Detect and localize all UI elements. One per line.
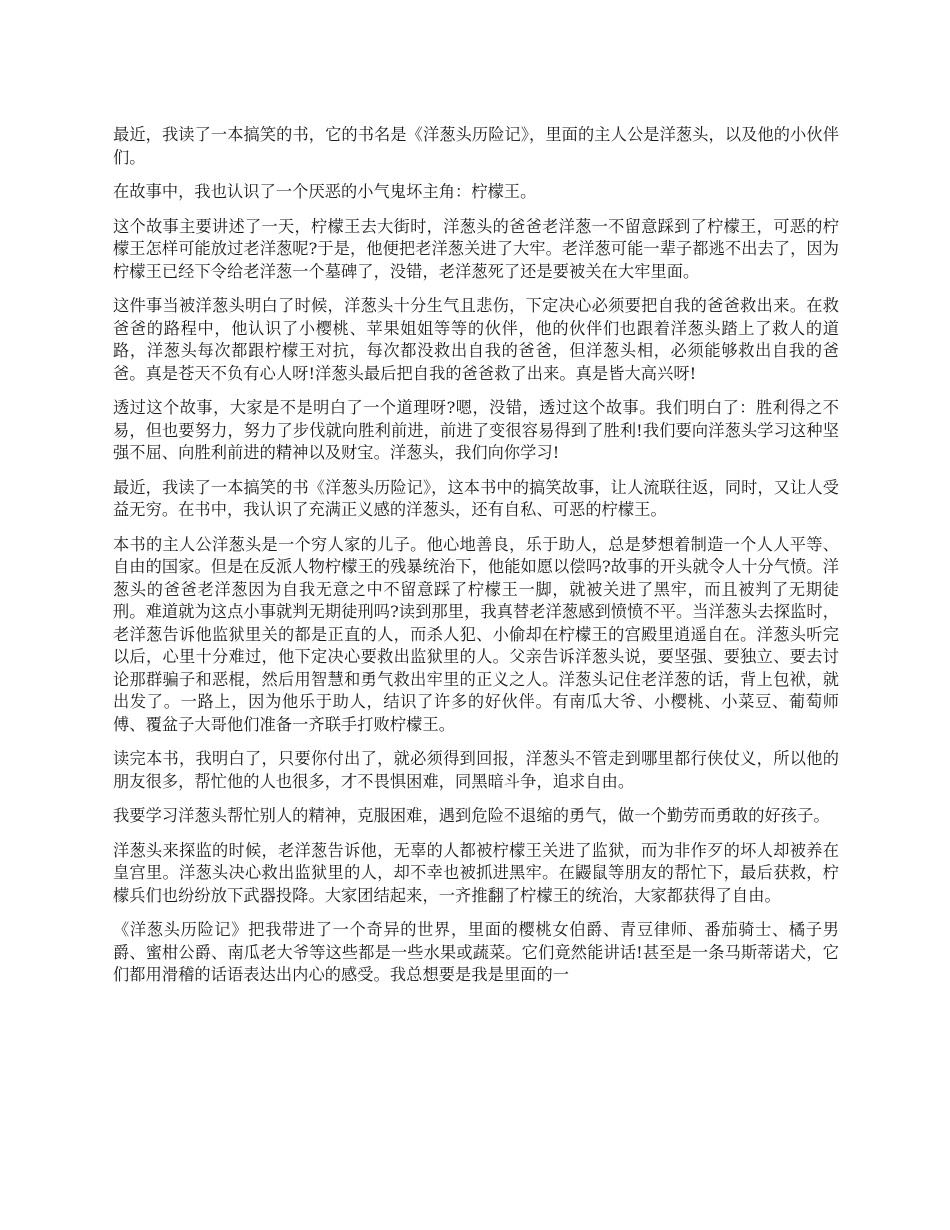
paragraph-2: 在故事中，我也认识了一个厌恶的小气鬼坏主角：柠檬王。 — [113, 182, 537, 201]
document-page — [113, 124, 839, 999]
paragraph-5: 透过这个故事，大家是不是明白了一个道理呀?嗯，没错，透过这个故事。我们明白了：胜利得之不易，但也要努力，努力了步伐就向胜利前进，前进了变很容易得到了胜利!我们要向洋葱头学习这种坚强不屈、向胜利前进的精神以及财宝。洋葱头，我们向你学习! — [113, 398, 839, 462]
paragraph-8: 读完本书，我明白了，只要你付出了，就必须得到回报，洋葱头不管走到哪里都行侠仗义，所以他的朋友很多，帮忙他的人也很多，才不畏惧困难，同黑暗斗争，追求自由。 — [113, 749, 839, 791]
paragraph-1: 最近，我读了一本搞笑的书，它的书名是《洋葱头历险记》，里面的主人公是洋葱头，以及他的小伙伴们。 — [113, 125, 839, 167]
paragraph-3: 这个故事主要讲述了一天，柠檬王去大街时，洋葱头的爸爸老洋葱一不留意踩到了柠檬王，可恶的柠檬王怎样可能放过老洋葱呢?于是，他便把老洋葱关进了大牢。老洋葱可能一辈子都逃不出去了，因为柠檬王已经下令给老洋葱一个墓碑了，没错，老洋葱死了还是要被关在大牢里面。 — [113, 216, 839, 281]
paragraph-9: 我要学习洋葱头帮忙别人的精神，克服困难，遇到危险不退缩的勇气，做一个勤劳而勇敢的好孩子。 — [113, 806, 830, 825]
paragraph-4: 这件事当被洋葱头明白了时候，洋葱头十分生气且悲伤，下定决心必须要把自我的爸爸救出来。在救爸爸的路程中，他认识了小樱桃、苹果姐姐等等的伙伴，他的伙伴们也跟着洋葱头踏上了救人的道路，洋葱头每次都跟柠檬王对抗，每次都没救出自我的爸爸，但洋葱头相，必须能够救出自我的爸爸。真是苍天不负有心人呀!洋葱头最后把自我的爸爸救了出来。真是皆大高兴呀! — [113, 296, 839, 383]
paragraph-10: 洋葱头来探监的时候，老洋葱告诉他，无辜的人都被柠檬王关进了监狱，而为非作歹的坏人却被养在皇宫里。洋葱头决心救出监狱里的人，却不幸也被抓进黑牢。在鼹鼠等朋友的帮忙下，最后获救，柠檬兵们也纷纷放下武器投降。大家团结起来，一齐推翻了柠檬王的统治，大家都获得了自由。 — [113, 840, 839, 905]
paragraph-11: 《洋葱头历险记》把我带进了一个奇异的世界，里面的樱桃女伯爵、青豆律师、番茄骑士、橘子男爵、蜜柑公爵、南瓜老大爷等这些都是一些水果或蔬菜。它们竟然能讲话!甚至是一条马斯蒂诺犬，它们都用滑稽的话语表达出内心的感受。我总想要是我是里面的一 — [113, 920, 839, 984]
paragraph-6: 最近，我读了一本搞笑的书《洋葱头历险记》，这本书中的搞笑故事，让人流联往返，同时，又让人受益无穷。在书中，我认识了充满正义感的洋葱头，还有自私、可恶的柠檬王。 — [113, 477, 839, 519]
paragraph-7: 本书的主人公洋葱头是一个穷人家的儿子。他心地善良，乐于助人，总是梦想着制造一个人人平等、自由的国家。但是在反派人物柠檬王的残暴统治下，他能如愿以偿吗?故事的开头就令人十分气愤。洋葱头的爸爸老洋葱因为自我无意之中不留意踩了柠檬王一脚，就被关进了黑牢，而且被判了无期徒刑。难道就为这点小事就判无期徒刑吗?读到那里，我真替老洋葱感到愤愤不平。当洋葱头去探监时，老洋葱告诉他监狱里关的都是正直的人，而杀人犯、小偷却在柠檬王的宫殿里逍遥自在。洋葱头听完以后，心里十分难过，他下定决心要救出监狱里的人。父亲告诉洋葱头说，要坚强、要独立、要去讨论那群骗子和恶棍，然后用智慧和勇气救出牢里的正义之人。洋葱头记住老洋葱的话，背上包袱，就出发了。一路上，因为他乐于助人，结识了许多的好伙伴。有南瓜大爷、小樱桃、小菜豆、葡萄师傅、覆盆子大哥他们准备一齐联手打败柠檬王。 — [113, 534, 839, 734]
